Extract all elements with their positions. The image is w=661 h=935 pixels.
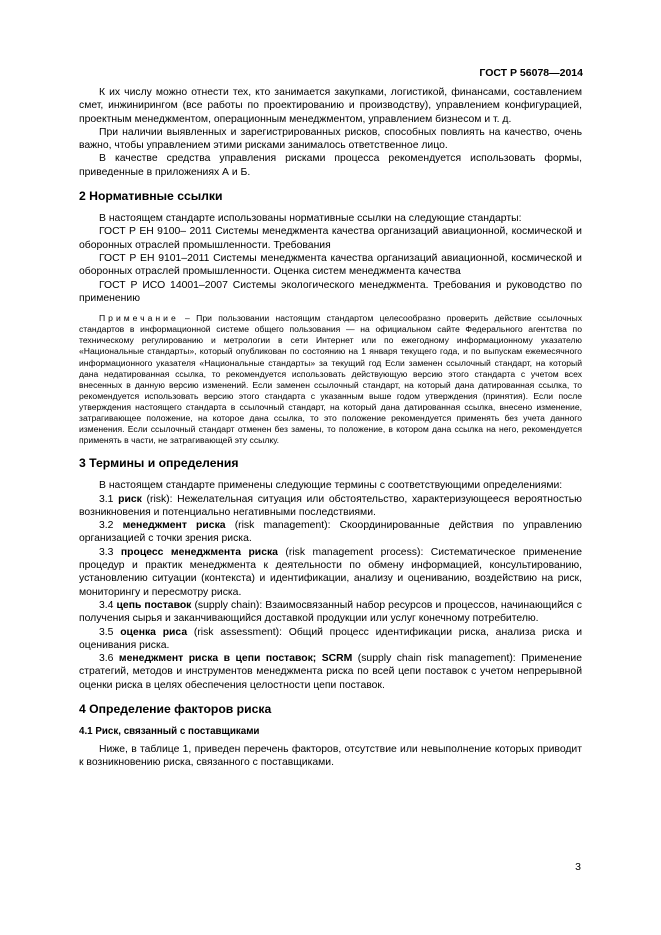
intro-paragraph: В качестве средства управления рисками процесса рекомендуется использовать формы, приведенные в приложениях А и Б.	[79, 153, 582, 178]
term-number: 3.1	[99, 493, 119, 505]
term-definition	[79, 546, 582, 599]
note-text: – При пользовании настоящим стандартом целесообразно проверить действие ссылочных стандартов в информационной системе общего пользования — на официальном сайте Федерального агентства по техническому регулированию и метрологии в сети Интернет или по ежегодному информационному указателю «Национальные стандарты», который опубликован по состоянию на 1 января текущего года, и по выпускам ежемесячного информационного указателя «Национальные стандарты» за текущий год Если заменен ссылочный стандарт, на который дана недатированная ссылка, то рекомендуется использовать действующую версию этого стандарта с учетом всех внесенных в данную версию изменений. Если заменен ссылочный стандарт, на который дана датированная ссылка, то рекомендуется использовать версию этого стандарта с указанным выше годом утверждения (принятия). Если после утверждения настоящего стандарта в ссылочный стандарт, на который дана датированная ссылка, внесено изменение, затрагивающее положение, на которое дана ссылка, то это положение рекомендуется применять без учета данного изменения. Если ссылочный стандарт отменен без замены, то положение, в котором дана ссылка на него, рекомендуется применять в части, не затрагивающей эту ссылку.	[79, 313, 582, 446]
term-text: (risk): Нежелательная ситуация или обстоятельство, характеризующееся вероятностью возникновения и потенциально негативными последствиями.	[79, 493, 582, 518]
term-text: (risk assessment): Общий процесс идентификации риска, анализа риска и оценивания риска.	[79, 626, 582, 651]
term-text: (supply chain): Взаимосвязанный набор ресурсов и процессов, начинающийся с получения сырья и заканчивающийся доставкой продукции или услуг конечному потребителю.	[79, 599, 582, 625]
term-definition	[79, 626, 582, 653]
section-2-paragraph: ГОСТ Р ЕН 9101–2011 Системы менеджмента качества организаций авиационной, космической и оборонных отраслей промышленности. Оценка систем менеджмента качества	[79, 252, 582, 278]
term-definition	[79, 493, 582, 520]
term-definition	[79, 599, 582, 626]
term-number: 3.3	[99, 546, 121, 558]
term-name: менеджмент риска в цепи поставок; SCRM	[118, 653, 353, 665]
intro-paragraph: К их числу можно отнести тех, кто занимается закупками, логистикой, финансами, составлением смет, инжинирингом (все работы по проектированию и производству), управлением конфигурацией, проектным менеджментом, операционным менеджментом, управлением бизнесом и т. д.	[79, 87, 582, 125]
term-name: оценка риса	[120, 626, 188, 638]
term-name: процесс менеджмента риска	[120, 546, 278, 558]
term-number: 3.6	[99, 653, 119, 665]
section-3-intro: В настоящем стандарте применены следующие термины с соответствующими определениями:	[99, 480, 563, 492]
page-number: 3	[575, 861, 581, 873]
term-number: 3.5	[99, 626, 121, 638]
section-3-heading: 3 Термины и определения	[79, 456, 239, 471]
term-name: менеджмент риска	[122, 520, 226, 532]
section-2-paragraph: В настоящем стандарте использованы нормативные ссылки на следующие стандарты:	[99, 213, 522, 225]
section-4-1-heading: 4.1 Риск, связанный с поставщиками	[79, 726, 260, 738]
term-name: риск	[118, 493, 142, 505]
section-2-heading: 2 Нормативные ссылки	[79, 189, 223, 204]
term-text: (risk management): Скоординированные действия по управлению организацией с точки зрения риска.	[79, 520, 582, 545]
intro-paragraph: При наличии выявленных и зарегистрированных рисков, способных повлиять на качество, очень важно, чтобы управлением этими рисками занималось ответственное лицо.	[79, 126, 582, 152]
section-2-paragraph: ГОСТ Р ЕН 9100– 2011 Системы менеджмента качества организаций авиационной, космической и оборонных отраслей промышленности. Требования	[79, 226, 582, 251]
section-2-note	[79, 313, 582, 446]
term-definition	[79, 519, 582, 546]
page-header-standard: ГОСТ Р 56078—2014	[479, 67, 583, 79]
section-4-1-paragraph: Ниже, в таблице 1, приведен перечень факторов, отсутствие или невыполнение которых приводит к возникновению риска, связанного с поставщиками.	[79, 744, 582, 769]
term-text: (supply chain risk management): Применение стратегий, методов и инструментов менеджмента риска по всей цепи поставок с учетом непрерывной оценки риска в целях обеспечения целостности цепи поставок.	[79, 653, 582, 691]
term-number: 3.2	[99, 520, 123, 532]
section-4-heading: 4 Определение факторов риска	[79, 702, 272, 717]
note-label: Примечание	[99, 313, 179, 324]
term-definition	[79, 652, 582, 692]
document-body	[79, 86, 582, 770]
term-number: 3.4	[99, 599, 117, 611]
section-2-paragraph: ГОСТ Р ИСО 14001–2007 Системы экологического менеджмента. Требования и руководство по применению	[79, 279, 582, 304]
term-text: (risk management process): Систематическое применение процедур и практик менеджмента к деятельности по обмену информацией, консультированию, установлению ситуации (контекста) и идентификации, анализу и оцениванию, воздействию на риск, мониторингу и пересмотру риска.	[79, 546, 582, 598]
term-name: цепь поставок	[116, 599, 192, 611]
